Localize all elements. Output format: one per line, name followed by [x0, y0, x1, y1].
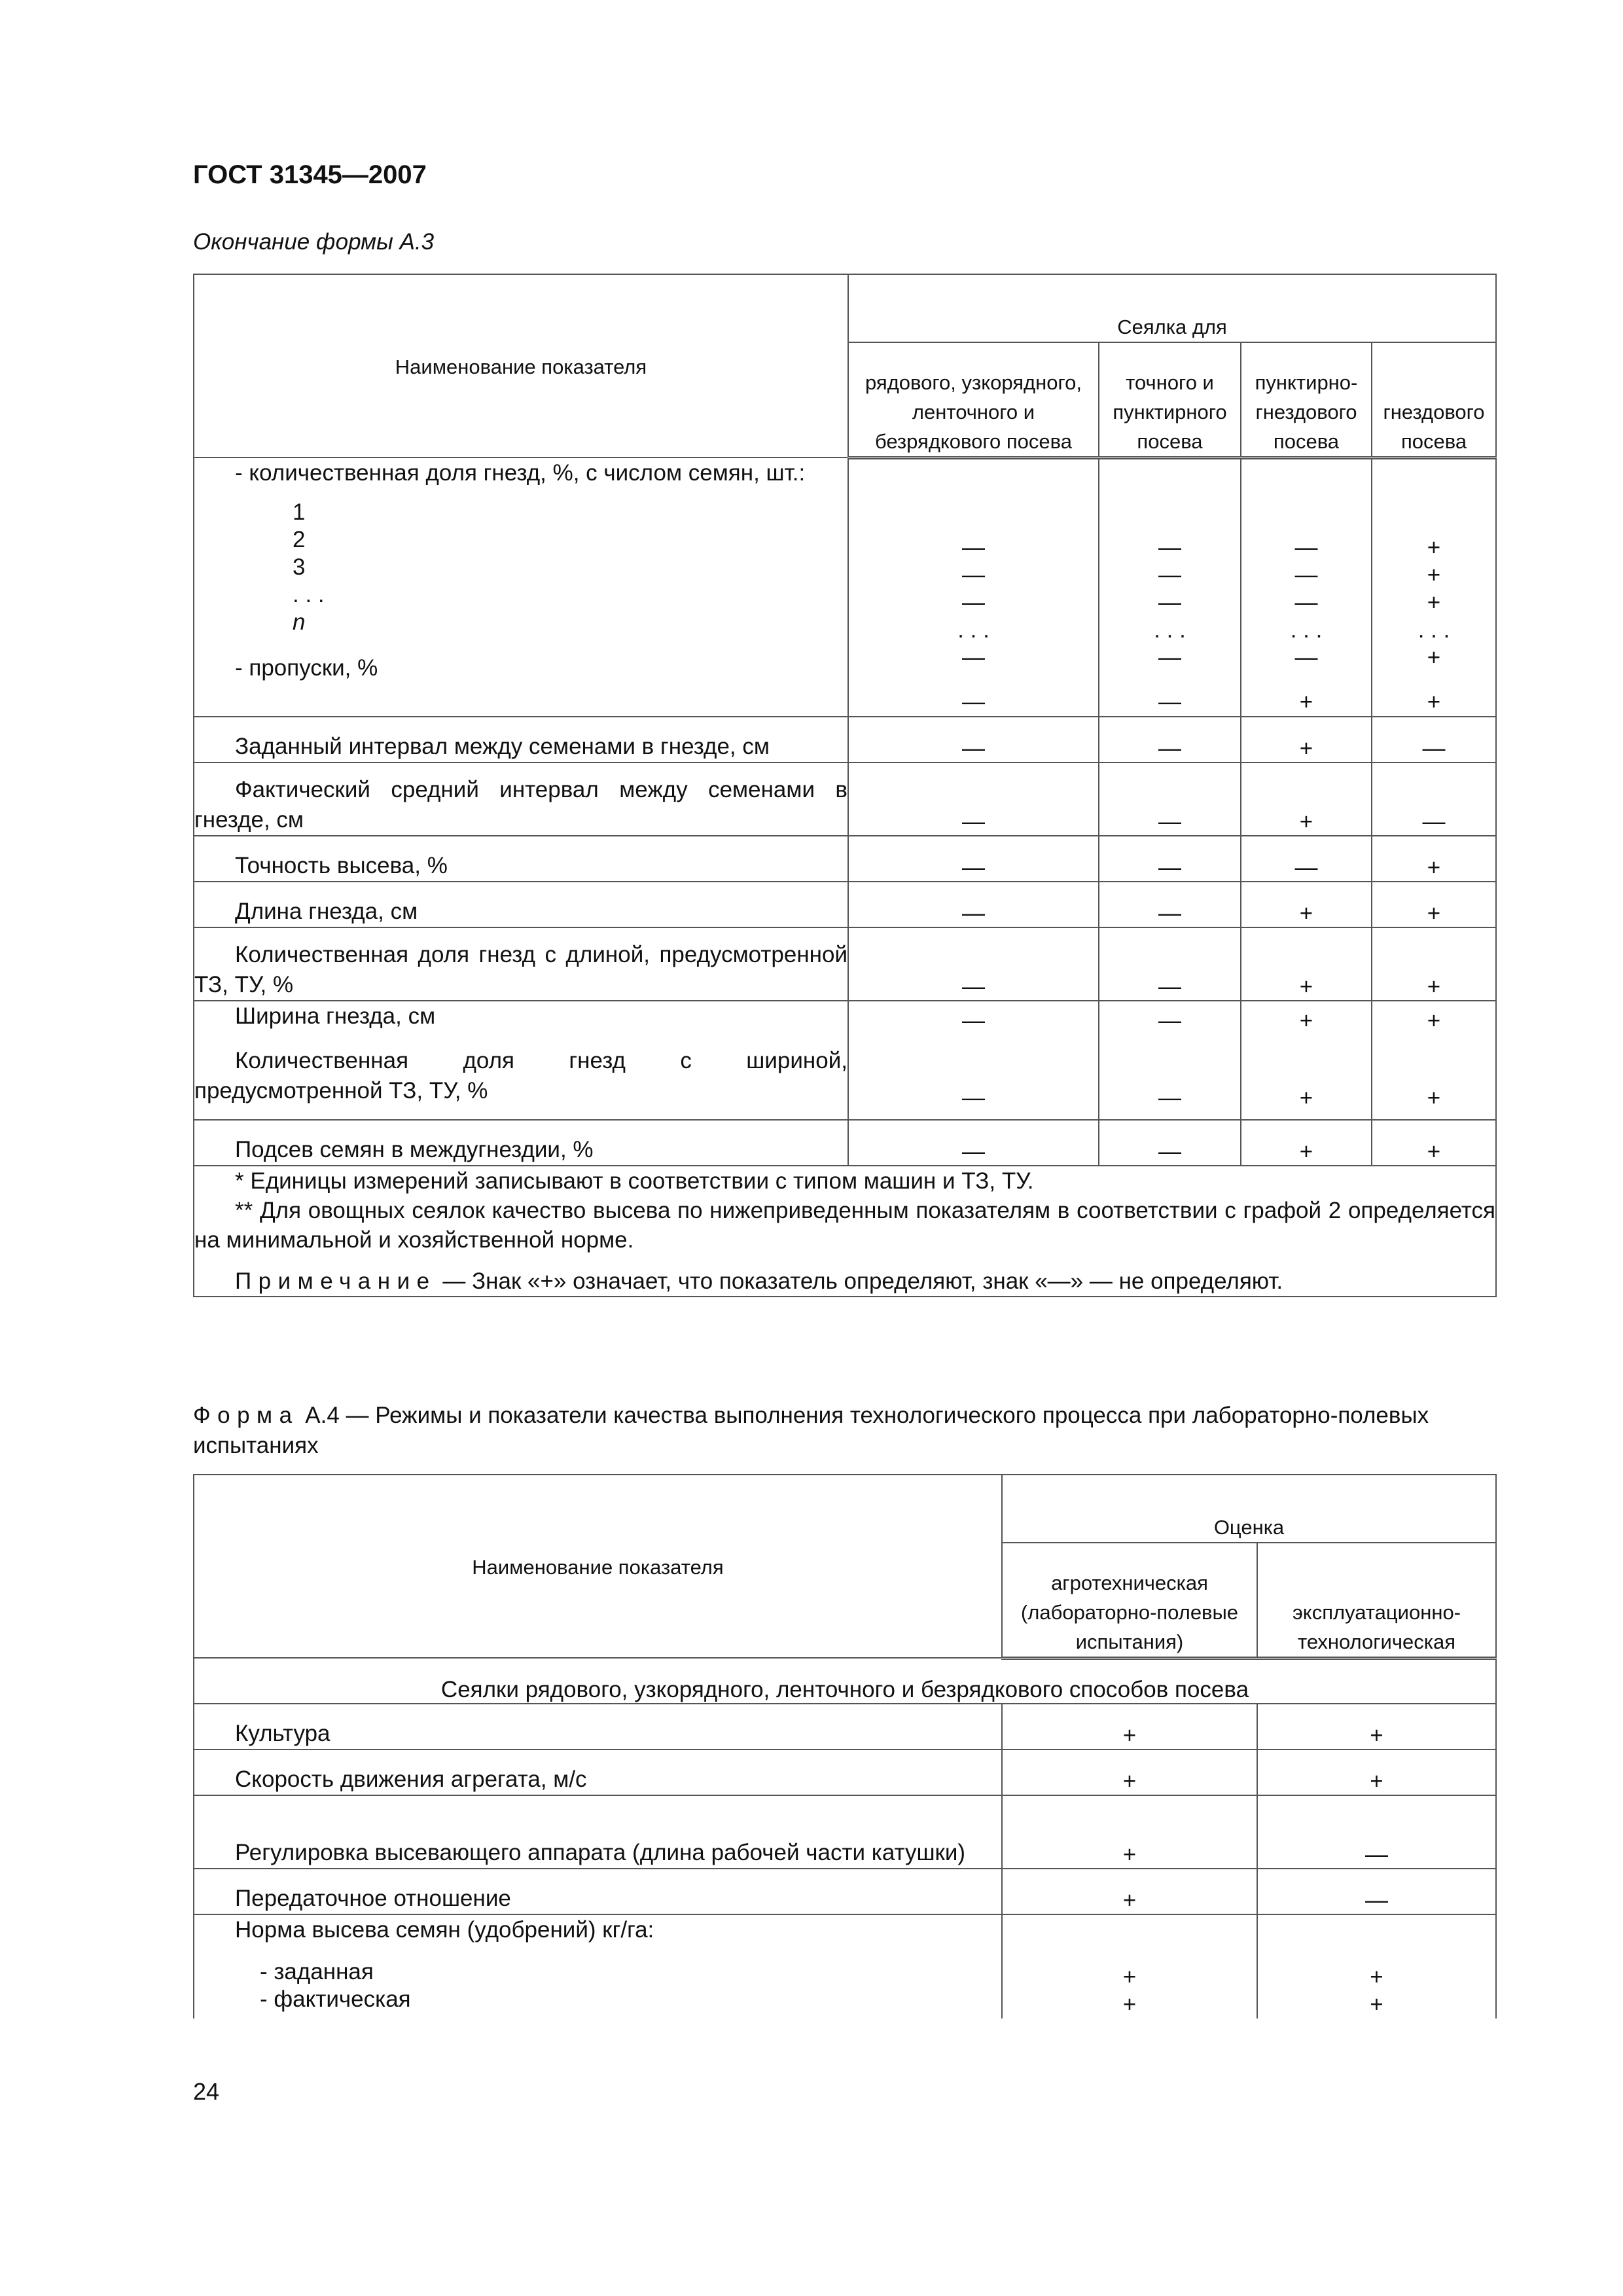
mark: — — [1158, 562, 1181, 588]
table-row — [194, 1869, 1496, 1914]
mark: — — [1158, 1007, 1181, 1033]
page-number: 24 — [193, 2078, 220, 2105]
mark: + — [1241, 882, 1372, 927]
mark: + — [1372, 882, 1496, 927]
table-row — [194, 1704, 1496, 1749]
form-a4-table — [193, 1474, 1497, 2018]
seed-count-item: 2 — [293, 527, 306, 552]
mark: + — [1299, 689, 1313, 715]
mark: + — [1427, 644, 1441, 670]
mark: — — [1294, 562, 1318, 588]
mark: — — [1158, 644, 1181, 670]
mark: — — [1372, 762, 1496, 836]
table-row — [194, 1795, 1496, 1869]
mark: + — [1002, 1795, 1257, 1869]
mark: — — [1294, 534, 1318, 560]
mark: — — [848, 1120, 1099, 1166]
mark: . . . — [1154, 617, 1186, 643]
mark: + — [1002, 1869, 1257, 1914]
form-continuation-caption: Окончание формы А.3 — [193, 229, 435, 255]
footnote-vegetable: ** Для овощных сеялок качество высева по нижеприведенным показателям в соответствии с графой 2 определяется на минимальной и хозяйственной норме. — [194, 1197, 1496, 1253]
mark: + — [1427, 689, 1441, 715]
table-row — [194, 927, 1496, 1001]
seed-rate-item: - фактическая — [260, 1986, 411, 2012]
mark: — — [1257, 1869, 1496, 1914]
mark: — — [848, 927, 1099, 1001]
table1-note — [194, 1266, 1495, 1296]
mark: — — [848, 836, 1099, 882]
mark: + — [1372, 836, 1496, 882]
mark: — — [1158, 1085, 1181, 1111]
mark: — — [962, 534, 985, 560]
mark: + — [1427, 1007, 1441, 1033]
indicator-label: Длина гнезда, см — [235, 898, 418, 924]
mark: — — [848, 762, 1099, 836]
mark: + — [1122, 1964, 1137, 1990]
mark: — — [1158, 534, 1181, 560]
mark: + — [1241, 927, 1372, 1001]
mark: — — [962, 1085, 985, 1111]
table2-name-header: Наименование показателя — [194, 1475, 1002, 1658]
table1-col-header-nest: гнездового посева — [1372, 342, 1496, 457]
seed-rate-label: Норма высева семян (удобрений) кг/га: — [235, 1917, 654, 1943]
mark: + — [1427, 1085, 1441, 1111]
table2-group-header: Оценка — [1002, 1475, 1496, 1543]
mark: + — [1257, 1749, 1496, 1795]
form-a4-caption-text: А.4 — Режимы и показатели качества выполнения технологического процесса при лабораторно-полевых испытаниях — [193, 1403, 1429, 1458]
mark: — — [1257, 1795, 1496, 1869]
mark: — — [1372, 717, 1496, 762]
mark: + — [1427, 562, 1441, 588]
seed-count-item: 3 — [293, 554, 306, 580]
mark: — — [962, 689, 985, 715]
mark: — — [848, 717, 1099, 762]
mark: + — [1299, 1007, 1313, 1033]
indicator-label: Регулировка высевающего аппарата (длина рабочей части катушки) — [235, 1840, 966, 1865]
indicator-label: Точность высева, % — [235, 852, 448, 878]
seed-count-item: . . . — [293, 582, 325, 607]
table1-col-header-row-seeding: рядового, узкорядного, ленточного и безрядкового посева — [848, 342, 1099, 457]
table-row — [194, 1120, 1496, 1166]
mark: + — [1299, 1085, 1313, 1111]
mark: + — [1241, 762, 1372, 836]
mark: + — [1372, 1120, 1496, 1166]
mark: — — [848, 882, 1099, 927]
note-text: — Знак «+» означает, что показатель определяют, знак «—» — не определяют. — [436, 1268, 1283, 1294]
table-row — [194, 1001, 1496, 1120]
section-title: Сеялки рядового, узкорядного, ленточного и безрядкового способов посева — [194, 1658, 1496, 1704]
mark: + — [1370, 1964, 1383, 1990]
nest-share-label: - количественная доля гнезд, %, с числом семян, шт.: — [235, 460, 806, 486]
skips-label: - пропуски, % — [235, 655, 378, 681]
mark: + — [1427, 589, 1441, 615]
mark: + — [1002, 1749, 1257, 1795]
indicator-label: Количественная доля гнезд с длиной, предусмотренной ТЗ, ТУ, % — [194, 941, 847, 997]
table2-section-row — [194, 1658, 1496, 1704]
mark: — — [1099, 717, 1241, 762]
footnote-units: * Единицы измерений записывают в соответствии с типом машин и ТЗ, ТУ. — [235, 1168, 1034, 1194]
indicator-label: Количественная доля гнезд с шириной, предусмотренной ТЗ, ТУ, % — [194, 1047, 847, 1103]
mark: — — [1099, 1120, 1241, 1166]
mark: . . . — [1418, 617, 1450, 643]
indicator-label: Передаточное отношение — [235, 1886, 511, 1911]
table1-notes — [194, 1166, 1496, 1297]
mark: . . . — [957, 617, 990, 643]
seed-count-item: n — [293, 609, 306, 635]
mark: — — [1158, 589, 1181, 615]
mark: + — [1370, 1992, 1383, 2017]
mark: + — [1372, 927, 1496, 1001]
document-title: ГОСТ 31345—2007 — [193, 160, 427, 189]
form-a4-caption — [193, 1401, 1495, 1461]
note-label: Примечание — [235, 1268, 437, 1294]
table-row — [194, 1749, 1496, 1795]
mark: — — [1099, 882, 1241, 927]
mark: — — [1294, 644, 1318, 670]
mark: — — [1294, 589, 1318, 615]
mark: — — [1099, 927, 1241, 1001]
table2-col-header-operational: эксплуатационно-технологическая — [1257, 1543, 1496, 1658]
mark: — — [1241, 836, 1372, 882]
indicator-label: Ширина гнезда, см — [235, 1003, 436, 1029]
mark: — — [1099, 836, 1241, 882]
table1-col-header-dotted-nest: пунктирно-гнездового посева — [1241, 342, 1372, 457]
indicator-label: Культура — [235, 1721, 330, 1746]
table1-col-header-precision: точного и пунктирного посева — [1099, 342, 1241, 457]
table-row — [194, 457, 1496, 717]
mark: — — [962, 562, 985, 588]
form-a3-table — [193, 274, 1497, 1297]
seed-count-item: 1 — [293, 499, 306, 525]
mark: — — [962, 589, 985, 615]
table1-group-header: Сеялка для — [848, 274, 1496, 342]
form-a4-caption-prefix: Форма — [193, 1403, 299, 1428]
mark: — — [1158, 689, 1181, 715]
mark: + — [1241, 1120, 1372, 1166]
table-row — [194, 836, 1496, 882]
indicator-label: Скорость движения агрегата, м/с — [235, 1767, 587, 1792]
mark: . . . — [1290, 617, 1323, 643]
mark: + — [1427, 534, 1441, 560]
mark: + — [1241, 717, 1372, 762]
table1-name-header: Наименование показателя — [194, 274, 848, 457]
mark: + — [1122, 1992, 1137, 2017]
table-row — [194, 717, 1496, 762]
table-row — [194, 882, 1496, 927]
table-row — [194, 1914, 1496, 2018]
table-row — [194, 762, 1496, 836]
indicator-label: Подсев семян в междугнездии, % — [235, 1136, 594, 1162]
table2-col-header-agro: агротехническая (лабораторно-полевые испытания) — [1002, 1543, 1257, 1658]
indicator-label: Заданный интервал между семенами в гнезде, см — [235, 733, 770, 759]
seed-rate-item: - заданная — [260, 1959, 374, 1984]
mark: — — [1099, 762, 1241, 836]
mark: + — [1257, 1704, 1496, 1749]
mark: — — [962, 1007, 985, 1033]
mark: + — [1002, 1704, 1257, 1749]
indicator-label: Фактический средний интервал между семенами в гнезде, см — [194, 776, 847, 833]
mark: — — [962, 644, 985, 670]
